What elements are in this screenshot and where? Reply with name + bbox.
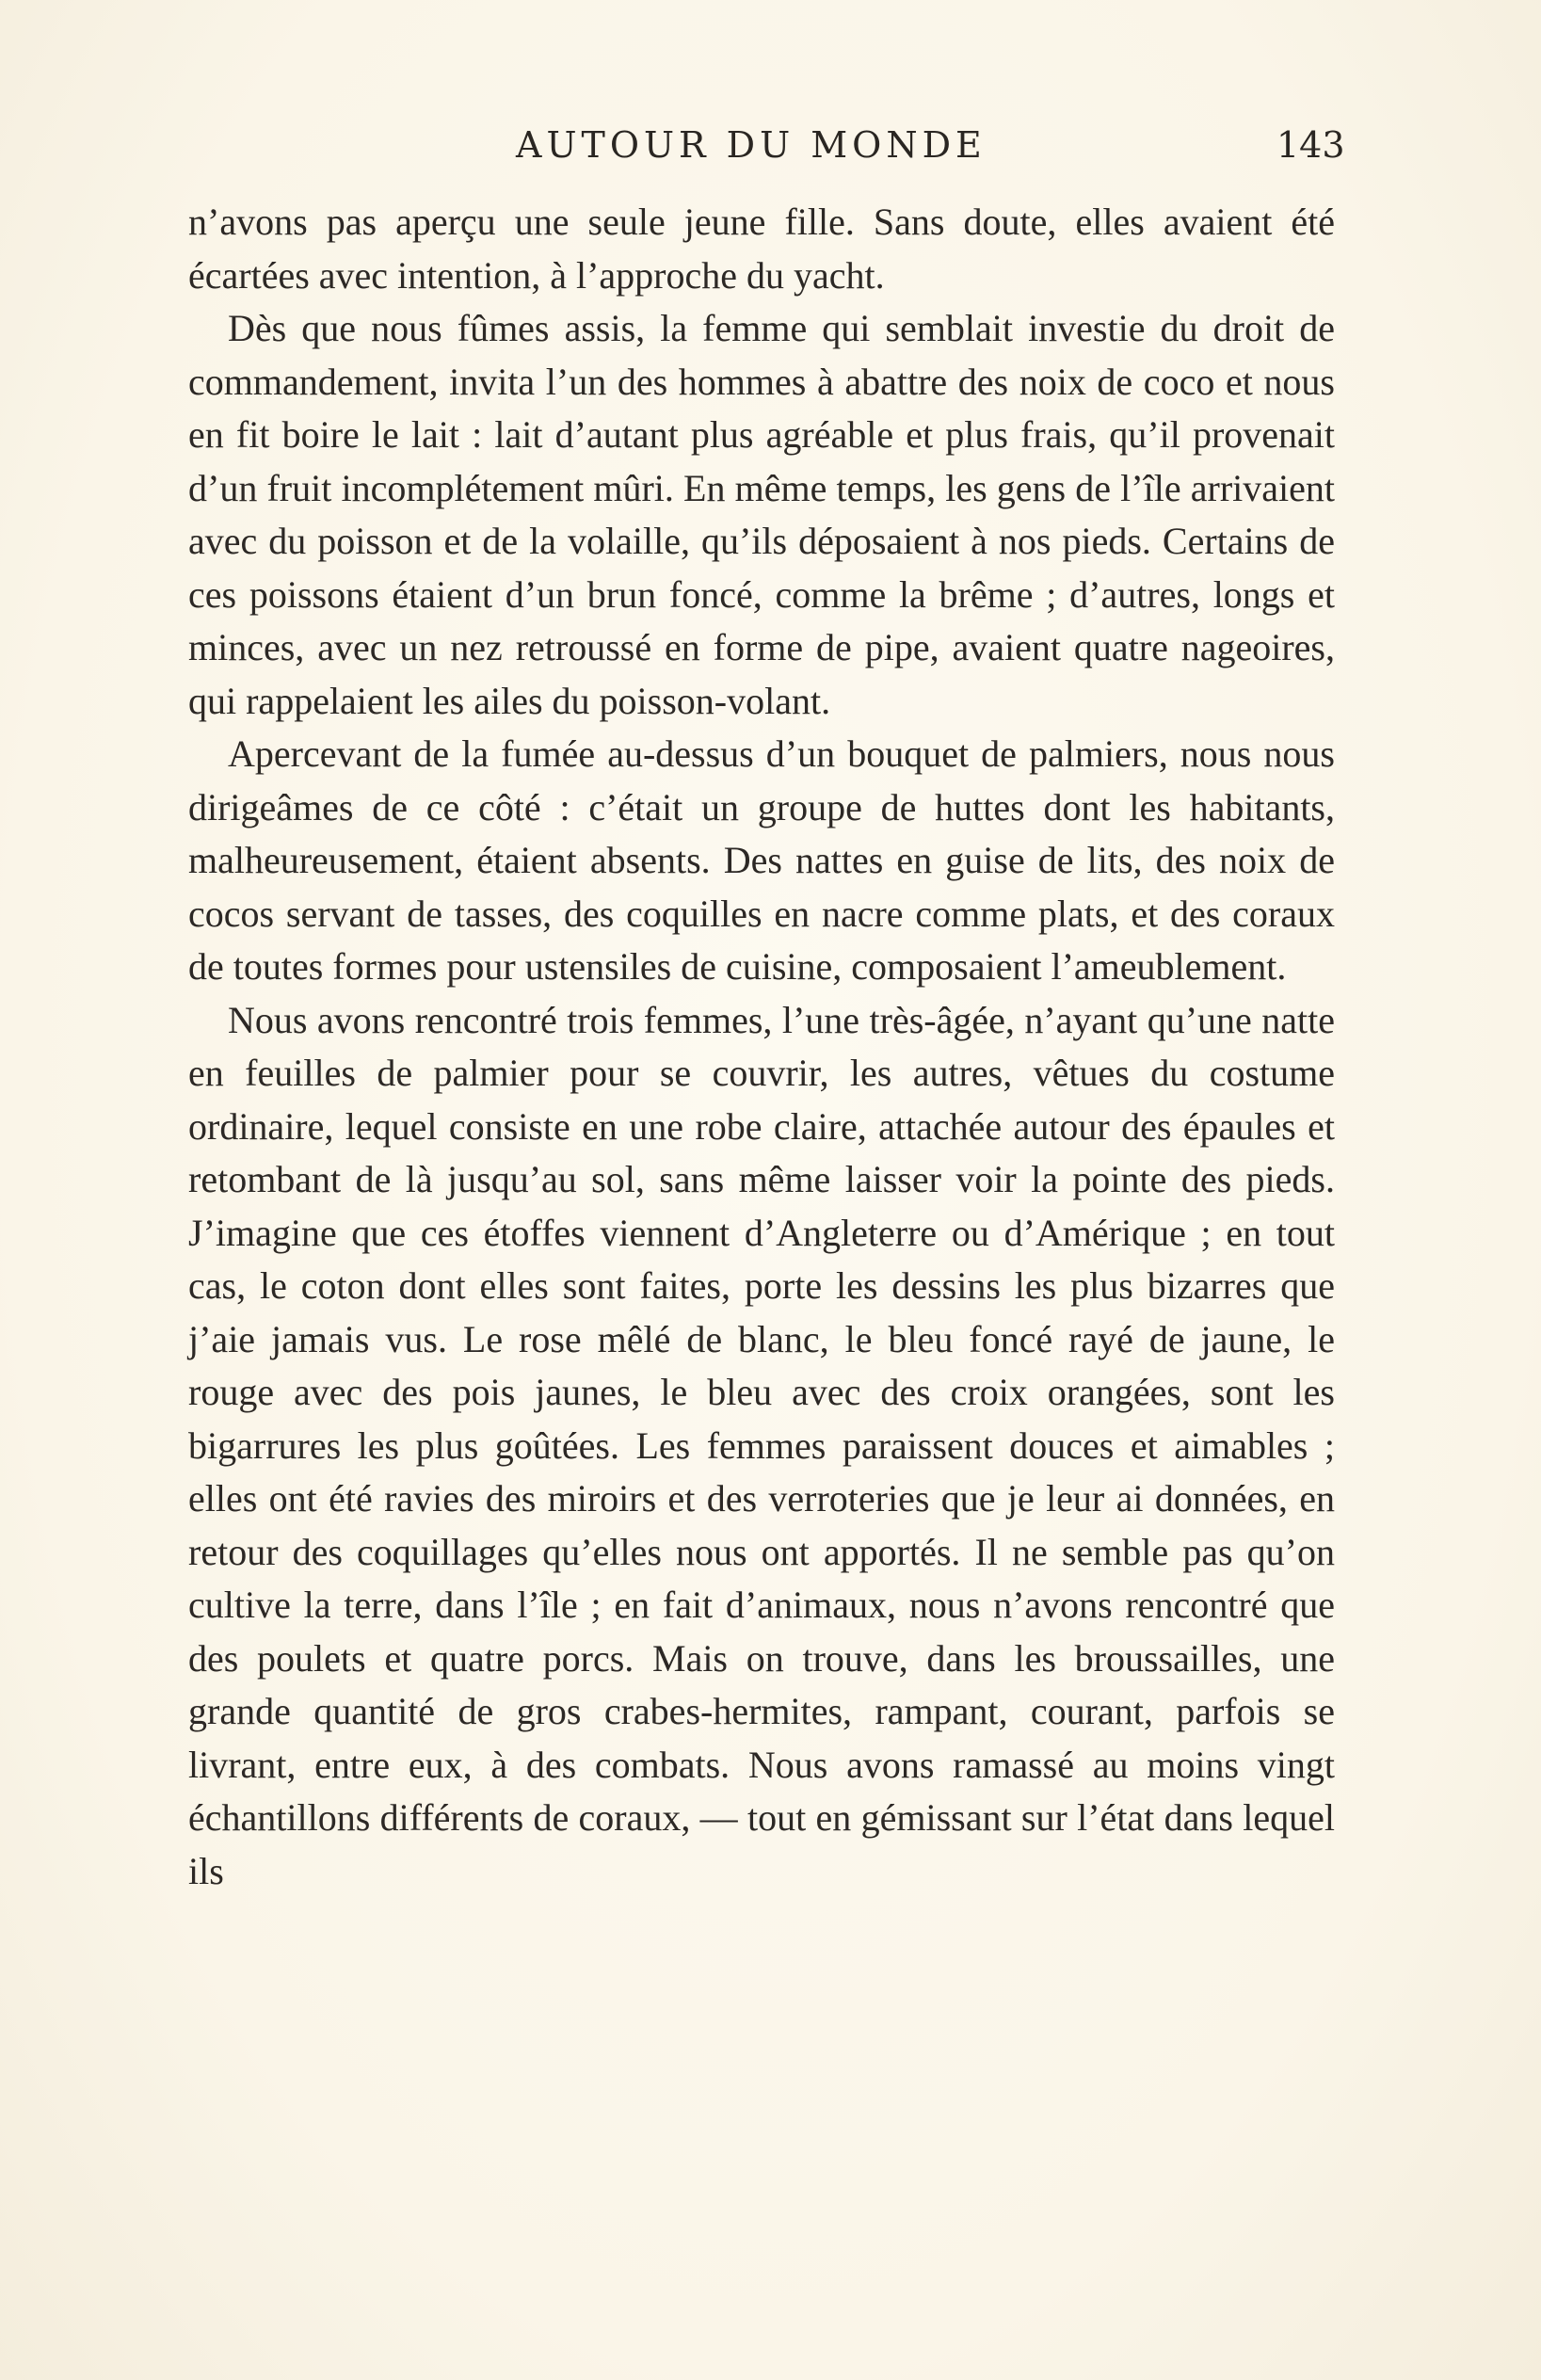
body-text [188,196,1335,1898]
page-number: 143 [1276,124,1345,166]
paragraph-huts: Apercevant de la fumée au-dessus d’un bouquet de palmiers, nous nous dirigeâmes de ce côté : c’était un groupe de huttes dont les habitants, malheureusement, étaient absents. Des nattes en guise de lits, des noix de cocos servant de tasses, des coquilles en nacre comme plats, et des coraux de toutes formes pour ustensiles de cuisine, composaient l’ameublement. [188,732,1335,988]
paragraph-women-and-corals: Nous avons rencontré trois femmes, l’une très-âgée, n’ayant qu’une natte en feuilles de palmier pour se couvrir, les autres, vêtues du costume ordinaire, lequel consiste en une robe claire, attachée autour des épaules et retombant de là jusqu’au sol, sans même laisser voir la pointe des pieds. J’imagine que ces étoffes viennent d’Angleterre ou d’Amérique ; en tout cas, le coton dont elles sont faites, porte les dessins les plus bizarres que j’aie jamais vus. Le rose mêlé de blanc, le bleu foncé rayé de jaune, le rouge avec des pois jaunes, le bleu avec des croix orangées, sont les bigarrures les plus goûtées. Les femmes paraissent douces et aimables ; elles ont été ravies des miroirs et des verroteries que je leur ai données, en retour des coquillages qu’elles nous ont apportés. Il ne semble pas qu’on cultive la terre, dans l’île ; en fait d’animaux, nous n’avons rencontré que des poulets et quatre porcs. Mais on trouve, dans les broussailles, une grande quantité de gros crabes-hermites, rampant, courant, parfois se livrant, entre eux, à des combats. Nous avons ramassé au moins vingt échantillons différents de coraux, — tout en gémissant sur l’état dans lequel ils [188,998,1335,1892]
running-title: AUTOUR DU MONDE [516,124,987,166]
paragraph-coconut-reception: Dès que nous fûmes assis, la femme qui semblait investie du droit de commandement, invita l’un des hommes à abattre des noix de coco et nous en fit boire le lait : lait d’autant plus agréable et plus frais, qu’il provenait d’un fruit incomplétement mûri. En même temps, les gens de l’île arrivaient avec du poisson et de la volaille, qu’ils déposaient à nos pieds. Certains de ces poissons étaient d’un brun foncé, comme la brême ; d’autres, longs et minces, avec un nez retroussé en forme de pipe, avaient quatre nageoires, qui rappelaient les ailes du poisson-volant. [188,307,1335,722]
paragraph-continuation: n’avons pas aperçu une seule jeune fille. Sans doute, elles avaient été écartées avec intention, à l’approche du yacht. [188,201,1335,297]
running-header [0,117,1541,173]
